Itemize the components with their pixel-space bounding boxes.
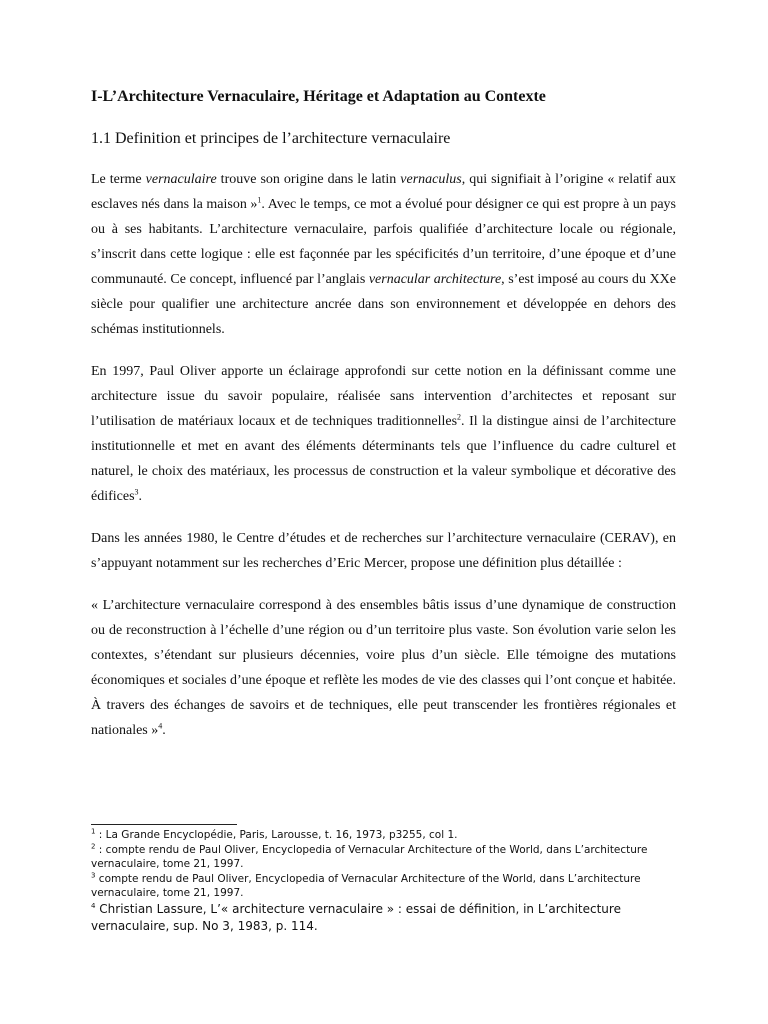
text-run: , qui signifiait à l’origine « relatif aux esclaves nés dans la maison » (91, 172, 676, 212)
footnote-3 (91, 872, 676, 901)
text-run: « L’architecture vernaculaire correspond à des ensembles bâtis issus d’une dynamique de construction ou de reconstruction à l’échelle d’une région ou d’un territoire plus vaste. Son évolution varie selon les contextes, s’étendant sur plusieurs décennies, voire plus d’un siècle. Elle témoigne des mutations économiques et sociales d’une époque et reflète les modes de vie des classes qui l’ont conçue et habitée. À travers des échanges de savoirs et de techniques, elle peut transcender les frontières régionales et nationales » (91, 598, 676, 738)
text-run: . (138, 489, 143, 504)
footnote-number: 4 (91, 901, 96, 910)
footnote-ref-1[interactable]: 1 (257, 195, 262, 205)
italic-term: vernaculus (400, 172, 462, 187)
text-run: . Avec le temps, ce mot a évolué pour désigner ce qui est propre à un pays ou à ses habitants. L’architecture vernaculaire, parfois qualifiée d’architecture locale ou régionale, s’inscrit dans cette logique : elle est façonnée par les spécificités d’un territoire, d’une époque et d’une communauté. Ce concept, influencé par l’anglais (91, 197, 676, 287)
section-heading: 1.1 Definition et principes de l’architecture vernaculaire (91, 130, 451, 147)
text-run: trouve son origine dans le latin (216, 172, 401, 187)
paragraph-etymology (91, 167, 676, 342)
chapter-title: I-L’Architecture Vernaculaire, Héritage et Adaptation au Contexte (91, 88, 546, 105)
footnotes-section (91, 824, 676, 935)
footnote-2 (91, 843, 676, 872)
text-run: Le terme (91, 172, 146, 187)
text-run: . Il la distingue ainsi de l’architecture institutionnelle et met en avant des éléments déterminants tels que l’influence du cadre culturel et naturel, le choix des matériaux, les processus de construction et la valeur symbolique et décorative des édifices (91, 414, 676, 504)
footnote-text: Christian Lassure, L’« architecture vernaculaire » : essai de définition, in L’architecture vernaculaire, sup. No 3, 1983, p. 114. (91, 901, 621, 933)
footnote-ref-4[interactable]: 4 (158, 721, 163, 731)
footnote-separator (91, 824, 237, 825)
paragraph-quote (91, 593, 676, 743)
footnote-ref-2[interactable]: 2 (457, 412, 462, 422)
document-body (91, 86, 676, 760)
italic-term: vernacular architecture (368, 272, 502, 287)
text-run: , s’est imposé au cours du XXe siècle pour qualifier une architecture ancrée dans son environnement et développée en dehors des schémas institutionnels. (91, 272, 677, 337)
footnote-text: : La Grande Encyclopédie, Paris, Larousse, t. 16, 1973, p3255, col 1. (95, 829, 458, 841)
footnote-1 (91, 828, 676, 843)
footnote-number: 2 (91, 842, 96, 850)
footnote-ref-3[interactable]: 3 (134, 487, 139, 497)
footnote-number: 3 (91, 871, 96, 879)
text-run: . (162, 723, 166, 738)
text-run: En 1997, Paul Oliver apporte un éclairage approfondi sur cette notion en la définissant comme une architecture issue du savoir populaire, réalisée sans intervention d’architectes et reposant sur l’utilisation de matériaux locaux et de techniques traditionnelles (91, 364, 676, 429)
paragraph-cerav: Dans les années 1980, le Centre d’études et de recherches sur l’architecture vernaculaire (CERAV), en s’appuyant notamment sur les recherches d’Eric Mercer, propose une définition plus détaillée : (91, 531, 676, 571)
paragraph-paul-oliver (91, 359, 676, 509)
footnote-number: 1 (91, 827, 96, 836)
footnote-text: compte rendu de Paul Oliver, Encyclopedia of Vernacular Architecture of the World, dans L’architecture vernaculaire, tome 21, 1997. (91, 872, 641, 899)
italic-term: vernaculaire (145, 172, 217, 187)
footnote-text: : compte rendu de Paul Oliver, Encyclopedia of Vernacular Architecture of the World, dans L’architecture vernaculaire, tome 21, 1997. (91, 843, 648, 870)
footnote-4 (91, 901, 676, 935)
